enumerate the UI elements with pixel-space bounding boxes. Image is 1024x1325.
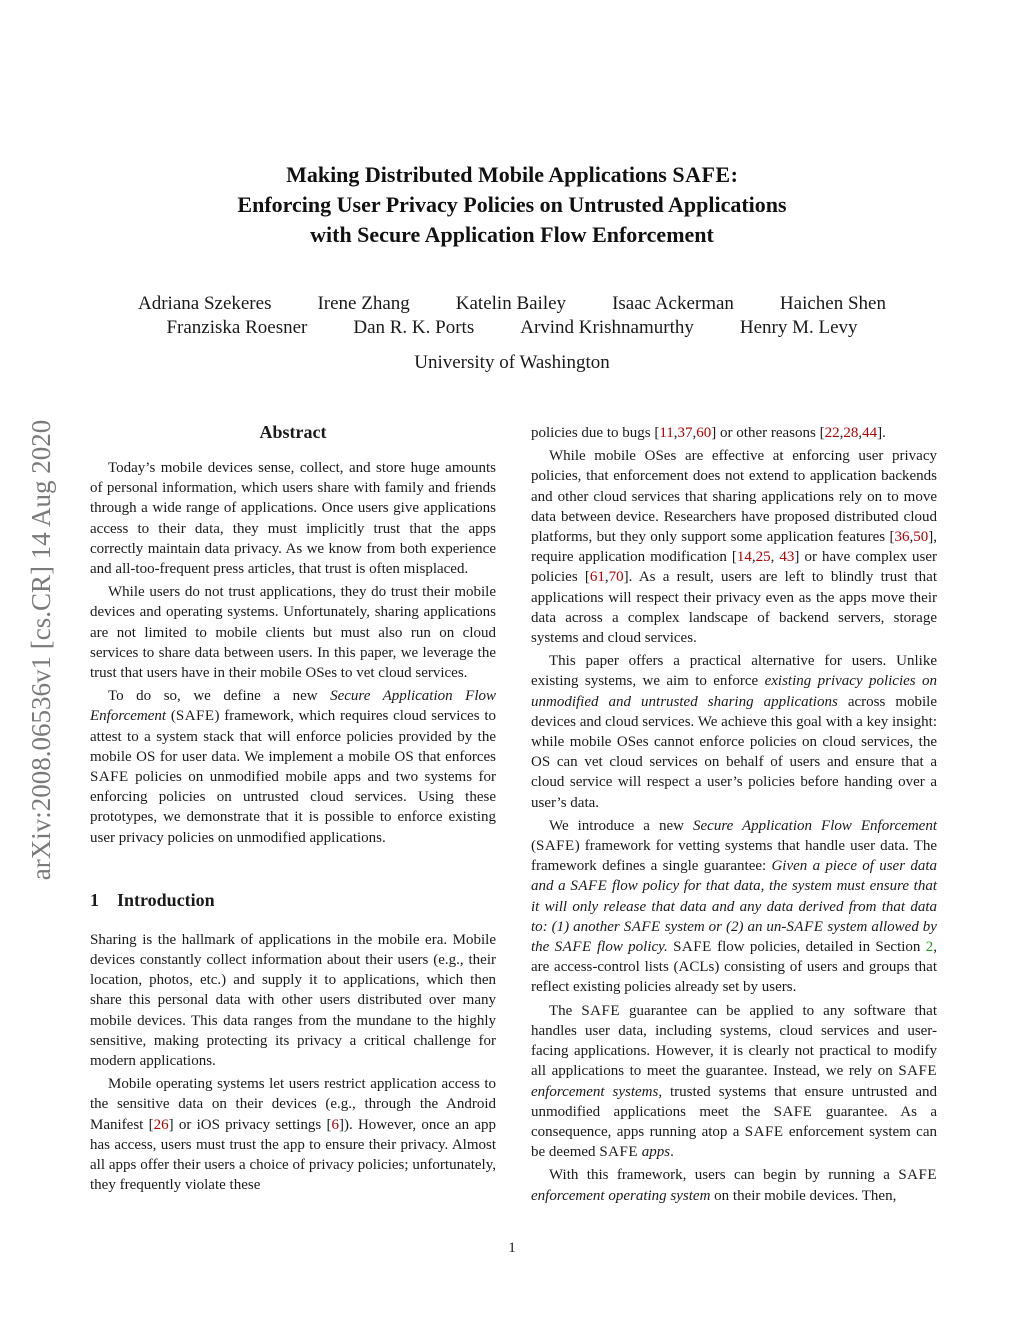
abstract-heading: Abstract xyxy=(259,422,327,442)
citation-link[interactable]: 25 xyxy=(755,549,771,566)
citation-link[interactable]: 44 xyxy=(862,425,878,441)
intro-paragraph-2: Mobile operating systems let users restrict application access to the sensitive data on their devices (e.g., through the Android Manifest [26] or iOS privacy settings [6]). However, once an app has access, users must trust the app to ensure their privacy. Almost all apps offer their users a choice of privacy policies; unfortunately, they frequently violate these xyxy=(90,1076,496,1194)
author-name: Haichen Shen xyxy=(779,293,886,314)
abstract-paragraph-1: Today’s mobile devices sense, collect, and store huge amounts of personal information, which users share with family and friends through a wide range of applications. Once users give applications access to their data, they must implicitly trust that the apps correctly maintain data privacy. As we know from both experience and all-too-frequent press articles, that trust is often misplaced. xyxy=(90,460,496,578)
citation-link[interactable]: 43 xyxy=(779,549,795,566)
citation-link[interactable]: 50 xyxy=(913,529,929,546)
author-name: Adriana Szekeres xyxy=(138,293,272,314)
citation-link[interactable]: 14 xyxy=(736,549,752,566)
title-line-1: Making Distributed Mobile Applications SAFE: xyxy=(286,162,738,187)
title-line-2: Enforcing User Privacy Policies on Untrusted Applications xyxy=(237,192,787,217)
citation-link[interactable]: 6 xyxy=(331,1116,339,1133)
author-row-2 xyxy=(100,316,924,340)
right-paragraph-4: We introduce a new Secure Application Flow Enforcement (SAFE) framework for vetting systems that handle user data. The framework defines a single guarantee: Given a piece of user data and a SAFE flow policy for that data, the system must ensure that it will only release that data and any data derived from that data to: (1) another SAFE system or (2) an un-SAFE system allowed by the SAFE flow policy. SAFE flow policies, detailed in Section 2, are access-control lists (ACLs) consisting of users and groups that reflect existing policies already set by users. xyxy=(531,817,938,996)
author-name: Irene Zhang xyxy=(317,293,410,314)
right-paragraph-1: policies due to bugs [11,37,60] or other reasons [22,28,44]. xyxy=(531,425,886,441)
right-paragraph-5: The SAFE guarantee can be applied to any software that handles user data, including systems, cloud services and user-facing applications. However, it is clearly not practical to modify all applications to meet the guarantee. Instead, we rely on SAFE enforcement systems, trusted systems that ensure untrusted and unmodified applications meet the SAFE guarantee. As a consequence, apps running atop a SAFE enforcement system can be deemed SAFE apps. xyxy=(531,1002,937,1161)
citation-link[interactable]: 11 xyxy=(659,425,674,441)
abstract-paragraph-2: While users do not trust applications, they do trust their mobile devices and operating systems. Unfortunately, sharing applications are not limited to mobile clients but must also run on cloud services to share data between users. In this paper, we leverage the trust that users have in their mobile OSes to vet cloud services. xyxy=(90,584,496,682)
author-row-1 xyxy=(100,292,924,316)
author-name: Arvind Krishnamurthy xyxy=(520,317,694,338)
paper-title xyxy=(120,160,904,250)
citation-link[interactable]: 26 xyxy=(153,1116,169,1133)
intro-paragraph-1: Sharing is the hallmark of applications in the mobile era. Mobile devices constantly collect information about their users (e.g., their location, photos, etc.) and supply it to applications, which then share this personal data with other users distributed over many mobile devices. This data ranges from the mundane to the highly sensitive, making protecting its privacy a critical challenge for modern applications. xyxy=(90,931,496,1070)
author-name: Franziska Roesner xyxy=(166,317,308,338)
section-heading-introduction: 1 Introduction xyxy=(90,889,215,910)
arxiv-sidebar xyxy=(12,350,70,950)
author-name: Isaac Ackerman xyxy=(612,293,734,314)
right-column xyxy=(531,423,937,1206)
citation-link[interactable]: 70 xyxy=(608,569,624,586)
author-list xyxy=(100,292,924,340)
author-name: Dan R. K. Ports xyxy=(353,317,475,338)
citation-link[interactable]: 28 xyxy=(843,425,859,441)
author-name: Henry M. Levy xyxy=(739,317,858,338)
citation-link[interactable]: 61 xyxy=(589,569,605,586)
page-number: 1 xyxy=(508,1240,516,1256)
arxiv-identifier: arXiv:2008.06536v1 [cs.CR] 14 Aug 2020 xyxy=(26,419,56,881)
right-paragraph-6: With this framework, users can begin by running a SAFE enforcement operating system on their mobile devices. Then, xyxy=(531,1167,937,1204)
citation-link[interactable]: 37 xyxy=(677,425,693,441)
citation-link[interactable]: 60 xyxy=(696,425,712,441)
citation-link[interactable]: 22 xyxy=(824,425,840,441)
left-column xyxy=(90,420,496,1196)
affiliation: University of Washington xyxy=(414,352,610,373)
author-name: Katelin Bailey xyxy=(455,293,567,314)
right-paragraph-2: While mobile OSes are effective at enforcing user privacy policies, that enforcement does not extend to application backends and other cloud services that sharing applications rely on to move data between device. Researchers have proposed distributed cloud platforms, but they only support some application features [36,50], require application modification [14,25, 43] or have complex user policies [61,70]. As a result, users are left to blindly trust that applications will respect their privacy even as the apps move their data across a complex landscape of backend servers, storage systems and cloud services. xyxy=(531,448,938,647)
right-paragraph-3: This paper offers a practical alternative for users. Unlike existing systems, we aim to enforce existing privacy policies on unmodified and untrusted sharing applications across mobile devices and cloud services. We achieve this goal with a key insight: while mobile OSes cannot enforce policies on cloud services, the OS can vet cloud services on behalf of users and ensure that a cloud service will respect a user’s policies before handing over a user’s data. xyxy=(531,653,937,811)
title-line-3: with Secure Application Flow Enforcement xyxy=(310,222,714,247)
abstract-paragraph-3: To do so, we define a new Secure Application Flow Enforcement (SAFE) framework, which requires cloud services to attest to a system stack that will enforce policies provided by the mobile OS for user data. We implement a mobile OS that enforces SAFE policies on unmodified mobile apps and two systems for enforcing policies on untrusted cloud services. Using these prototypes, we demonstrate that it is possible to enforce existing user privacy policies on unmodified applications. xyxy=(90,688,496,846)
section-link[interactable]: 2 xyxy=(925,939,934,956)
citation-link[interactable]: 36 xyxy=(894,529,910,546)
